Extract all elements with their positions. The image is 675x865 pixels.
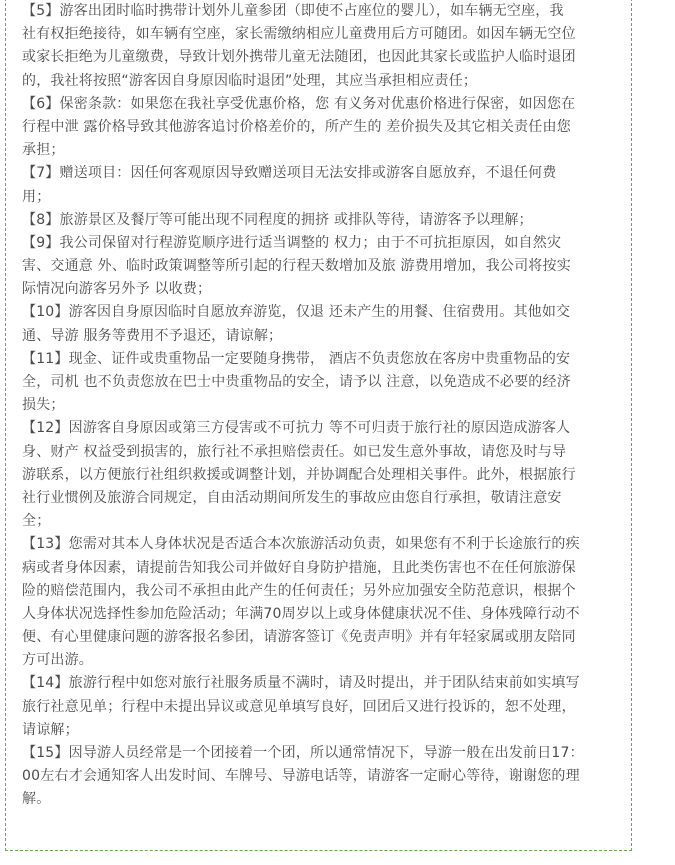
text-line: 【10】游客因自身原因临时自愿放弃游览，仅退 还未产生的用餐、住宿费用。其他如交 xyxy=(22,304,571,321)
terms-text-block xyxy=(22,0,642,812)
text-line: 【6】保密条款：如果您在我社享受优惠价格，您 有义务对优惠价格进行保密，如因您在 xyxy=(22,95,576,112)
text-line: 【15】因导游人员经常是一个团接着一个团，所以通常情况下，导游一般在出发前日17： xyxy=(22,745,584,761)
text-line: 【9】我公司保留对行程游览顺序进行适当调整的 权力；由于不可抗拒原因，如自然灾 xyxy=(22,234,562,251)
text-line: 游联系，以方便旅行社组织救援或调整计划，并协调配合处理相关事件。此外，根据旅行 xyxy=(22,466,576,483)
text-line: 方可出游。 xyxy=(22,652,93,669)
text-line: 用； xyxy=(22,188,51,205)
text-line: 社行业惯例及旅游合同规定，自由活动期间所发生的事故应由您自行承担，敬请注意安 xyxy=(22,489,562,506)
text-line: 全； xyxy=(22,513,51,530)
text-line: 旅行社意见单；行程中未提出异议或意见单填写良好，回团后又进行投诉的，恕不处理， xyxy=(22,698,576,715)
text-line: 【13】您需对其本人身体状况是否适合本次旅游活动负责，如果您有不利于长途旅行的疾 xyxy=(22,536,580,553)
text-line: 际情况向游客另外予 以收费； xyxy=(22,281,212,298)
text-line: 【7】赠送项目：因任何客观原因导致赠送项目无法安排或游客自愿放弃，不退任何费 xyxy=(22,165,557,182)
text-line: 身、财产 权益受到损害的，旅行社不承担赔偿责任。如已发生意外事故，请您及时与导 xyxy=(22,443,567,460)
text-line: 人身体状况选择性参加危险活动；年满70周岁以上或身体健康状况不佳、身体残障行动不 xyxy=(22,605,580,622)
text-line: 社有权拒绝接待，如车辆有空座，家长需缴纳相应儿童费用后方可随团。如因车辆无空位 xyxy=(22,26,576,43)
text-line: 【14】旅游行程中如您对旅行社服务质量不满时，请及时提出，并于团队结束前如实填写 xyxy=(22,675,580,692)
text-line: 解。 xyxy=(22,791,51,808)
text-line: 【11】现金、证件或贵重物品一定要随身携带， 酒店不负责您放在客房中贵重物品的安 xyxy=(22,350,571,367)
text-line: 损失； xyxy=(22,397,65,414)
text-line: 【5】游客出团时临时携带计划外儿童参团（即使不占座位的婴儿），如车辆无空座，我 xyxy=(22,3,564,19)
text-line: 【8】旅游景区及餐厅等可能出现不同程度的拥挤 或排队等待，请游客予以理解； xyxy=(22,211,533,228)
text-line: 病或者身体因素，请提前告知我公司并做好自身防护措施，且此类伤害也不在任何旅游保 xyxy=(22,559,576,576)
text-line: 全，司机 也不负责您放在巴士中贵重物品的安全，请予以 注意，以免造成不必要的经济 xyxy=(22,374,571,390)
text-line: 行程中泄 露价格导致其他游客追讨价格差价的，所产生的 差价损失及其它相关责任由您 xyxy=(22,118,571,135)
text-line: 00左右才会通知客人出发时间、车牌号、导游电话等，请游客一定耐心等待，谢谢您的理 xyxy=(22,768,580,785)
text-line: 或家长拒绝为儿童缴费，导致计划外携带儿童无法随团，也因此其家长或监护人临时退团 xyxy=(22,49,576,66)
text-line: 害、交通意 外、临时政策调整等所引起的行程天数增加及旅 游费用增加，我公司将按实 xyxy=(22,258,571,275)
text-line: 险的赔偿范围内，我公司不承担由此产生的任何责任；另外应加强安全防范意识，根据个 xyxy=(22,582,576,599)
text-line: 便、有心里健康问题的游客报名参团，请游客签订《免责声明》并有年轻家属或朋友陪同 xyxy=(22,629,576,646)
text-line: 的，我社将按照“游客因自身原因临时退团”处理，其应当承担相应责任； xyxy=(22,72,478,89)
text-line: 承担； xyxy=(22,142,65,159)
text-line: 【12】因游客自身原因或第三方侵害或不可抗力 等不可归责于旅行社的原因造成游客人 xyxy=(22,420,571,437)
text-line: 请谅解； xyxy=(22,721,79,738)
text-line: 通、导游 服务等费用不予退还，请谅解； xyxy=(22,327,283,344)
